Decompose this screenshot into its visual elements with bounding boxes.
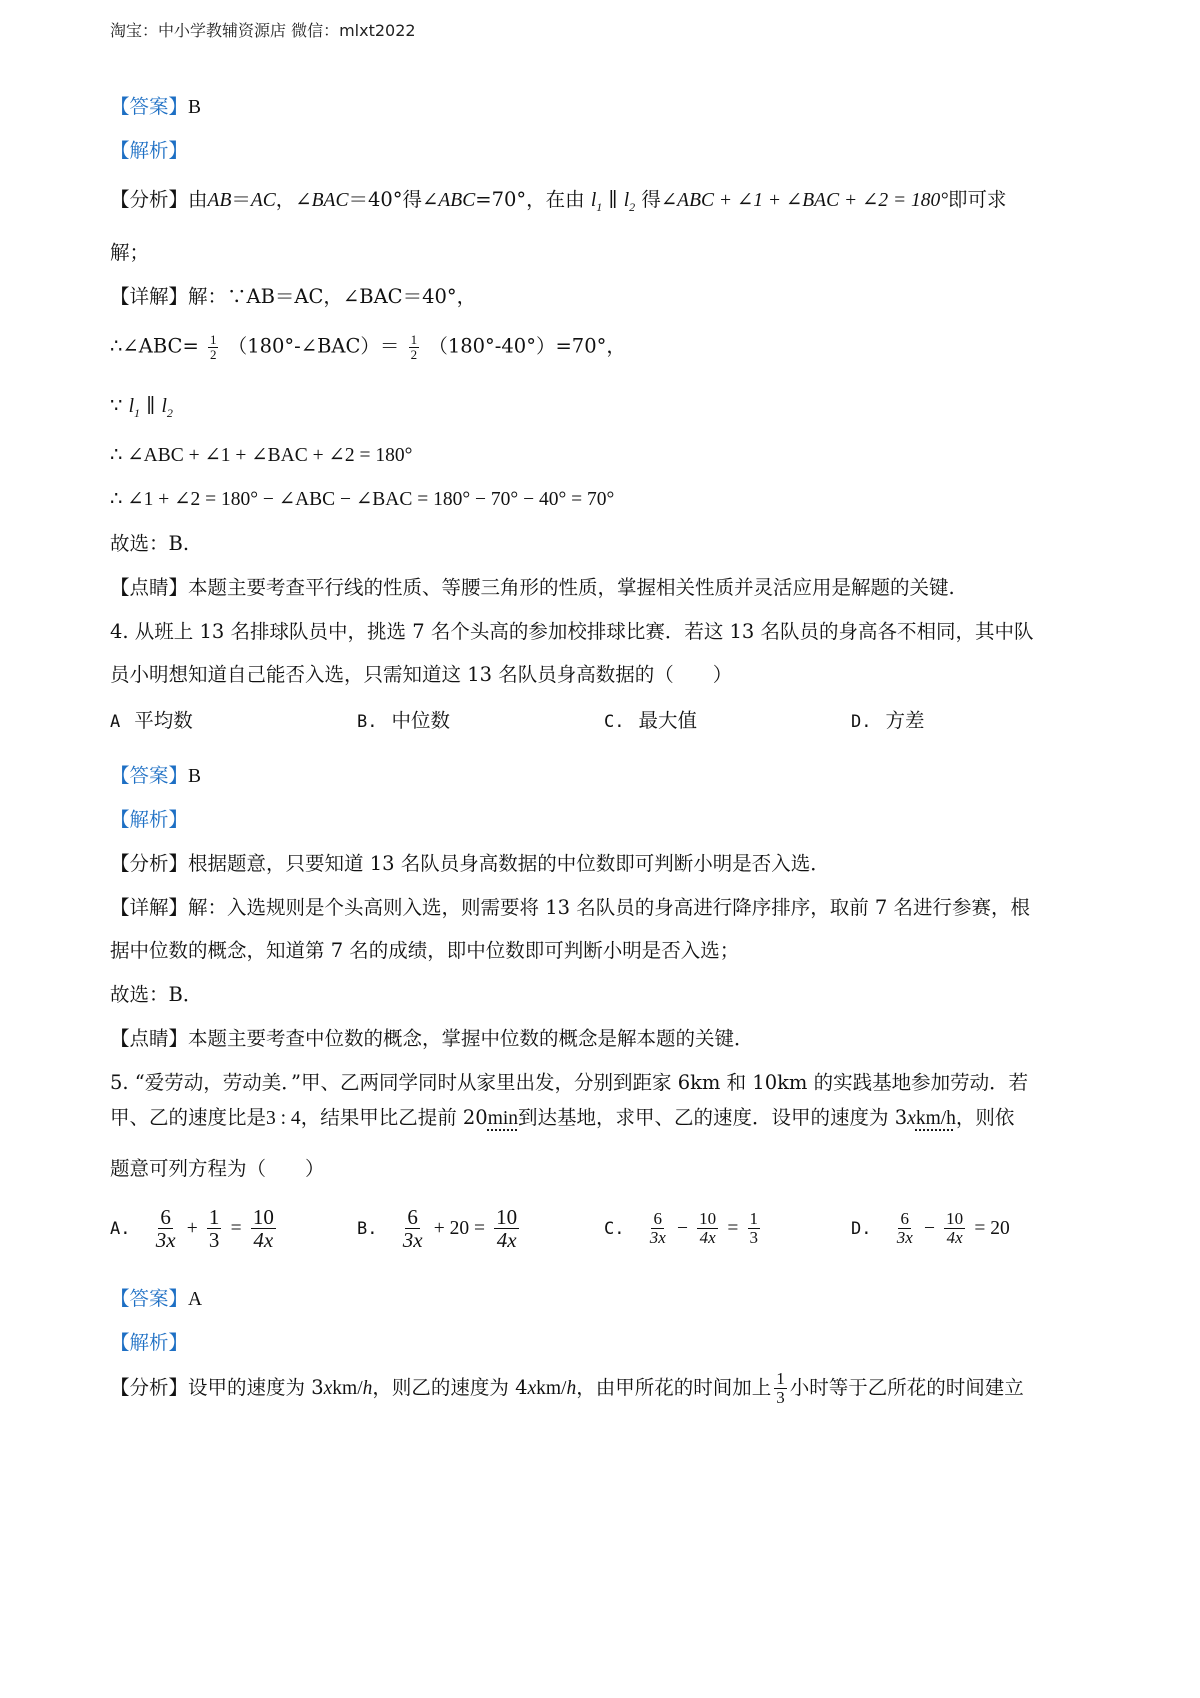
line-l1: $l_1$	[590, 190, 603, 214]
q3-detail-line2	[110, 333, 626, 361]
q5-option-a[interactable]: A. $\frac{6}{3x}$ + $\frac{1}{3}$ = $\frac{10}{4x}$	[110, 1205, 274, 1253]
text: 解：入选规则是个头高则入选，则需要将 13 名队员的身高进行降序排序，取前 7 名进行参赛，根	[188, 896, 1031, 919]
math: h	[566, 1377, 577, 1399]
unit-min: min	[487, 1108, 519, 1129]
text: 得	[641, 188, 661, 211]
q4-option-d[interactable]: D. 方差	[851, 709, 925, 732]
q4-answer-line	[110, 763, 201, 790]
q4-choose: 故选：B．	[110, 983, 203, 1006]
unit: km/	[536, 1377, 567, 1399]
q4-option-c[interactable]: C. 最大值	[604, 709, 697, 732]
q3-fenxi-line2: 解；	[110, 241, 150, 264]
q5-stem-line1: 5. “爱劳动，劳动美．”甲、乙两同学同时从家里出发，分别到距家 6km 和 10km 的实践基地参加劳动．若	[110, 1071, 1029, 1094]
q3-comment-line	[110, 575, 955, 601]
unit-kmh: km/h	[915, 1108, 956, 1129]
q3-detail-line1	[110, 284, 476, 310]
answer-tag: 【答案】	[110, 764, 189, 787]
text: ，则依	[955, 1106, 1015, 1129]
text: 本题主要考查中位数的概念，掌握中位数的概念是解本题的关键．	[188, 1027, 754, 1050]
math: h	[362, 1377, 373, 1399]
q5-option-d[interactable]: D. $\frac{6}{3x}$ − $\frac{10}{4x}$ = 20	[851, 1209, 1010, 1247]
detail-tag: 【详解】	[110, 285, 189, 308]
math: x	[323, 1377, 333, 1399]
math: AC	[250, 190, 276, 211]
q3-answer-line	[110, 94, 201, 121]
text: ，由甲所花的时间加上	[576, 1375, 772, 1399]
line-l1: $l_1$	[128, 396, 141, 420]
line-l2: $l_2$	[623, 190, 636, 214]
text: 即可求	[948, 188, 1007, 211]
text: 本题主要考查平行线的性质、等腰三角形的性质，掌握相关性质并灵活应用是解题的关键.	[188, 576, 955, 599]
q5-stem-line3: 题意可列方程为（ ）	[110, 1157, 325, 1180]
text: 由	[188, 188, 208, 211]
answer-tag: 【答案】	[110, 95, 189, 118]
q5-answer-line	[110, 1286, 202, 1313]
fraction-half: $\frac{1}{2}$	[209, 332, 217, 362]
text: 到达基地，求甲、乙的速度．设甲的速度为 3	[518, 1106, 908, 1129]
math: AB	[207, 190, 232, 211]
parallel-symbol: ∥	[608, 190, 618, 211]
text: （180°-∠BAC）＝	[227, 334, 400, 358]
math: ABC	[438, 190, 476, 211]
text: 解：∵AB＝AC，∠BAC＝40°，	[188, 285, 477, 308]
answer-value: B	[188, 97, 202, 118]
comment-tag: 【点睛】	[110, 576, 189, 599]
text: ∴∠ABC=	[110, 334, 199, 358]
detail-tag: 【详解】	[110, 896, 189, 919]
q5-stem-line2	[110, 1105, 1014, 1132]
text: （180°-40°）=70°，	[428, 334, 626, 358]
text: ＝	[231, 188, 251, 211]
answer-value: A	[188, 1289, 203, 1310]
parallel-symbol: ∥	[146, 396, 156, 417]
fenxi-tag: 【分析】	[110, 852, 189, 875]
text: ＝40°得∠	[348, 188, 439, 211]
fenxi-tag: 【分析】	[110, 188, 189, 211]
equation: ∠ABC + ∠1 + ∠BAC + ∠2 = 180°	[660, 190, 949, 211]
math: x	[907, 1108, 916, 1129]
text: ，∠	[275, 188, 312, 211]
text: ，则乙的速度为 4	[372, 1375, 528, 1399]
text: 甲、乙的速度比是	[110, 1106, 267, 1129]
because-symbol: ∵	[110, 394, 123, 417]
math: BAC	[311, 190, 349, 211]
comment-tag: 【点睛】	[110, 1027, 189, 1050]
text: 小时等于乙所花的时间建立	[789, 1375, 1024, 1399]
q4-stem-line2: 员小明想知道自己能否入选，只需知道这 13 名队员身高数据的（ ）	[110, 663, 733, 686]
ratio: 3 : 4	[266, 1108, 301, 1129]
q4-option-b[interactable]: B. 中位数	[357, 709, 450, 732]
analysis-tag: 【解析】	[110, 1331, 189, 1354]
answer-value: B	[188, 766, 202, 787]
q4-fenxi-line	[110, 851, 830, 877]
text: 根据题意，只要知道 13 名队员身高数据的中位数即可判断小明是否入选．	[188, 852, 830, 875]
fraction-third: $\frac{1}{3}$	[776, 1369, 785, 1407]
math: x	[527, 1377, 537, 1399]
text: ，结果甲比乙提前 20	[300, 1106, 488, 1129]
text: =70°，在由	[475, 188, 585, 211]
answer-tag: 【答案】	[110, 1287, 189, 1310]
q5-option-b[interactable]: B. $\frac{6}{3x}$ + 20 = $\frac{10}{4x}$	[357, 1205, 518, 1253]
q4-comment-line	[110, 1026, 754, 1052]
q4-detail-line1	[110, 895, 1030, 921]
unit: km/	[332, 1377, 363, 1399]
analysis-tag: 【解析】	[110, 139, 189, 162]
line-l2: $l_2$	[161, 396, 173, 420]
q3-therefore-1: ∴ ∠ABC + ∠1 + ∠BAC + ∠2 = 180°	[110, 445, 413, 466]
q4-detail-line2: 据中位数的概念，知道第 7 名的成绩，即中位数即可判断小明是否入选；	[110, 939, 740, 962]
page-header: 淘宝：中小学教辅资源店 微信：mlxt2022	[110, 21, 416, 40]
q3-choose: 故选：B.	[110, 532, 190, 555]
q4-stem-line1: 4. 从班上 13 名排球队员中，挑选 7 名个头高的参加校排球比赛．若这 13 名队员的身高各不相同，其中队	[110, 620, 1034, 643]
q5-fenxi-line	[110, 1370, 1024, 1407]
q3-fenxi-line	[110, 187, 1007, 220]
text: 设甲的速度为 3	[188, 1375, 324, 1399]
q4-option-a[interactable]: A 平均数	[110, 709, 193, 732]
q3-parallel-line	[110, 393, 173, 426]
q3-therefore-2: ∴ ∠1 + ∠2 = 180° − ∠ABC − ∠BAC = 180° − 70° − 40° = 70°	[110, 489, 615, 510]
fenxi-tag: 【分析】	[110, 1375, 189, 1399]
q5-option-c[interactable]: C. $\frac{6}{3x}$ − $\frac{10}{4x}$ = $\frac{1}{3}$	[604, 1209, 759, 1247]
analysis-tag: 【解析】	[110, 808, 189, 831]
fraction-half: $\frac{1}{2}$	[410, 332, 418, 362]
